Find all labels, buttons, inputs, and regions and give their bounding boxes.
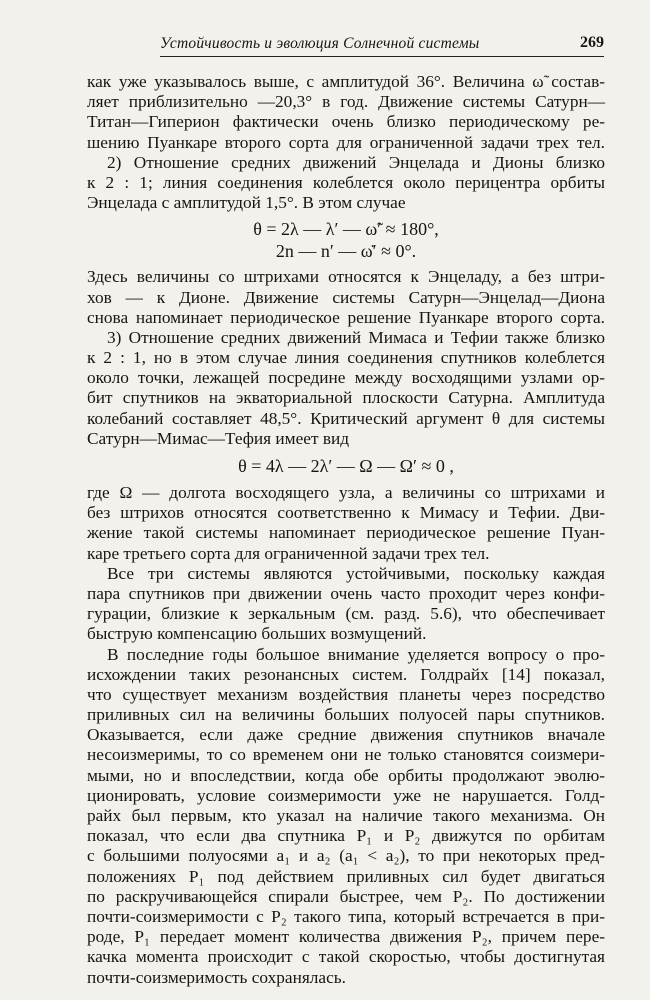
text-line: шению Пуанкаре второго сорта для ограниченной задачи трех тел.: [87, 132, 605, 152]
text-line: Энцелада с амплитудой 1,5°. В этом случае: [87, 193, 406, 213]
text-line: к 2 : 1; линия соединения колеблется около перицентра орбиты: [87, 172, 605, 192]
text-line: Титан—Гиперион фактически очень близко периодическому ре-: [87, 112, 605, 132]
text-line: бит спутников на экваториальной плоскости Сатурна. Амплитуда: [87, 388, 605, 408]
page-body: [87, 72, 605, 988]
text-line: качка момента происходит с такой скоростью, чтобы достигнутая: [87, 947, 605, 967]
text-line: В последние годы большое внимание уделяется вопросу о про-: [107, 644, 605, 664]
paragraph: [87, 645, 605, 988]
text-line: показал, что если два спутника P₁ и P₂ движутся по орбитам: [87, 826, 605, 846]
text-line: по раскручивающейся спирали быстрее, чем P₂. По достижении: [87, 886, 605, 906]
paragraph: [87, 153, 605, 214]
equation: θ = 2λ — λ′ — ω̃′ ≈ 180°,: [253, 219, 439, 240]
text-line: где Ω — долгота восходящего узла, а величины со штрихами и: [87, 483, 605, 502]
text-line: Все три системы являются устойчивыми, поскольку каждая: [107, 563, 605, 583]
text-line: каре третьего сорта для ограниченной задачи трех тел.: [87, 543, 490, 563]
text-line: Сатурн—Мимас—Тефия имеет вид: [87, 428, 350, 448]
text-line: Оказывается, если даже средние движения спутников вначале: [87, 725, 605, 745]
text-line: Здесь величины со штрихами относятся к Энцеладу, а без штри-: [87, 267, 605, 287]
paragraph: [87, 564, 605, 645]
text-line: приливных сил на величины больших полуосей пары спутников.: [87, 705, 605, 725]
text-line: исхождении таких резонансных систем. Голдрайх [14] показал,: [87, 664, 605, 684]
running-title: Устойчивость и эволюция Солнечной системы: [160, 35, 480, 52]
paragraph: [87, 72, 605, 153]
paragraph: [87, 483, 605, 564]
paragraph: [87, 267, 605, 328]
equation: 2n — n′ — ω̇′ ≈ 0°.: [275, 241, 417, 262]
text-line: быструю компенсацию больших возмущений.: [87, 624, 427, 644]
text-line: 3) Отношение средних движений Мимаса и Тефии также близко: [107, 327, 605, 347]
text-line: к 2 : 1, но в этом случае линия соединения спутников колеблется: [87, 348, 605, 368]
text-line: ляет приблизительно —20,3° в год. Движение системы Сатурн—: [87, 92, 605, 112]
paragraph: [87, 328, 605, 449]
text-line: хов — к Дионе. Движение системы Сатурн—Энцелад—Диона: [87, 287, 605, 307]
text-line: с большими полуосями a₁ и a₂ (a₁ < a₂), то при некоторых пред-: [87, 846, 605, 866]
text-line: гурации, близкие к зеркальным (см. разд. 5.6), что обеспечивает: [87, 604, 605, 624]
page-header: [160, 34, 604, 57]
text-line: ционировать, условие соизмеримости уже не нарушается. Голд-: [87, 785, 605, 805]
text-line: около точки, лежащей посредине между восходящими узлами ор-: [87, 368, 605, 388]
text-line: мыми, но и впоследствии, когда обе орбиты продолжают эволю-: [87, 765, 605, 785]
text-line: почти-соизмеримость сохранялась.: [87, 967, 346, 987]
text-line: что существует механизм воздействия планеты через посредство: [87, 684, 605, 704]
text-line: 2) Отношение средних движений Энцелада и Дионы близко: [107, 152, 605, 172]
text-line: райх был первым, кто указал на наличие такого механизма. Он: [87, 806, 605, 825]
text-line: несоизмеримы, то со временем они не только становятся соизмери-: [87, 745, 605, 765]
text-line: без штрихов относятся соответственно к Мимасу и Тефии. Дви-: [87, 503, 605, 523]
text-line: роде, P₁ передает момент количества движения P₂, причем пере-: [87, 927, 605, 947]
text-line: снова напоминает периодическое решение Пуанкаре второго сорта.: [87, 307, 605, 327]
text-line: положениях P₁ под действием приливных сил будет двигаться: [87, 866, 605, 886]
equation: θ = 4λ — 2λ′ — Ω — Ω′ ≈ 0 ,: [238, 456, 454, 476]
page-number: 269: [580, 34, 604, 51]
text-line: почти-соизмеримости с P₂ такого типа, который встречается в при-: [87, 906, 605, 926]
text-line: колебаний составляет 48,5°. Критический аргумент θ для системы: [87, 408, 605, 428]
text-line: как уже указывалось выше, с амплитудой 36°. Величина ω̃ состав-: [87, 72, 605, 91]
text-line: жение такой системы напоминает периодическое решение Пуан-: [87, 523, 605, 543]
text-line: пара спутников при движении очень часто проходит через конфи-: [87, 583, 605, 603]
